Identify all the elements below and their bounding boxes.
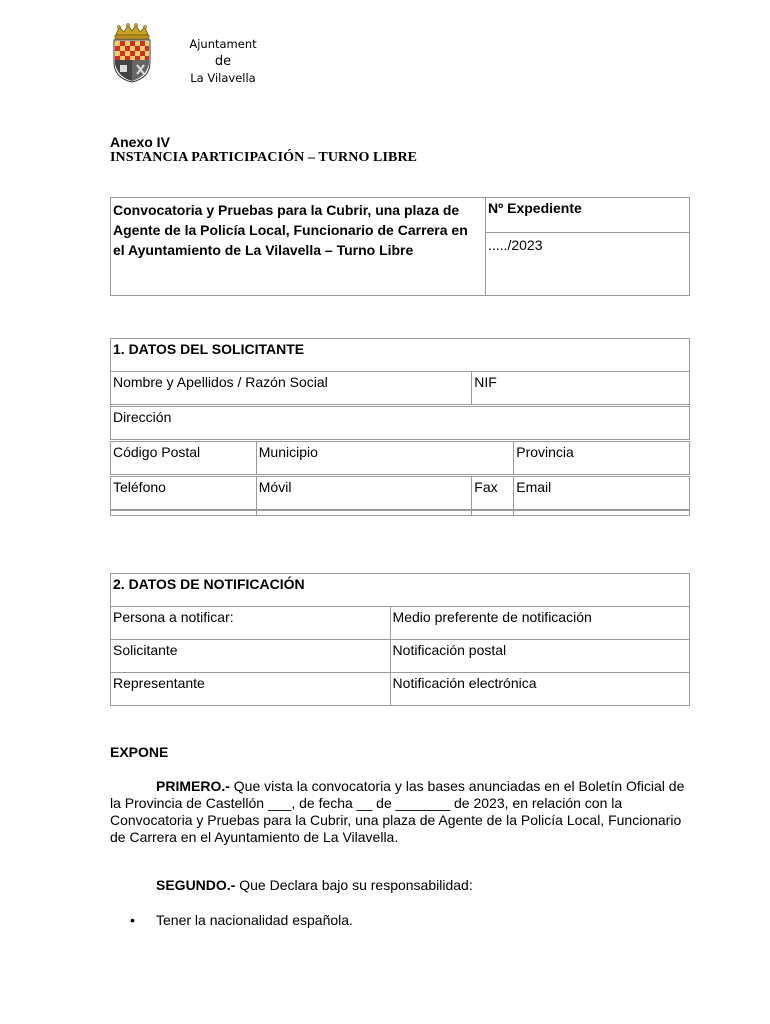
nif-field[interactable]: NIF <box>472 372 690 406</box>
primero-paragraph <box>110 778 690 846</box>
notificacion-heading: 2. DATOS DE NOTIFICACIÓN <box>111 574 690 607</box>
option-representante[interactable]: Representante <box>111 673 391 706</box>
movil-field[interactable]: Móvil <box>256 476 472 511</box>
primero-lead: PRIMERO.- <box>156 778 230 794</box>
convocatoria-description: Convocatoria y Pruebas para la Cubrir, una plaza de Agente de la Policía Local, Funcionario de Carrera en el Ayuntamiento de La Vilavella – Turno Libre <box>111 198 486 296</box>
option-notificacion-electronica[interactable]: Notificación electrónica <box>390 673 689 706</box>
primero-text: Que vista la convocatoria y las bases anunciadas en el Boletín Oficial de la Provincia de Castellón ___, de fecha __ de _______ de 2023, en relación con la Convocatoria y Pruebas para la Cubrir, una plaza de Agente de la Policía Local, Funcionario de Carrera en el Ayuntamiento de La Vilavella. <box>110 778 685 845</box>
expediente-value[interactable]: ...../2023 <box>486 233 690 296</box>
provincia-field[interactable]: Provincia <box>514 441 690 476</box>
nombre-field[interactable]: Nombre y Apellidos / Razón Social <box>111 372 472 406</box>
solicitante-table <box>110 338 690 516</box>
table-spacer-cell <box>514 510 690 516</box>
option-notificacion-postal[interactable]: Notificación postal <box>390 640 689 673</box>
solicitante-heading: 1. DATOS DEL SOLICITANTE <box>111 339 690 372</box>
telefono-field[interactable]: Teléfono <box>111 476 257 511</box>
persona-notificar-label: Persona a notificar: <box>111 607 391 640</box>
email-field[interactable]: Email <box>514 476 690 511</box>
segundo-lead: SEGUNDO.- <box>156 877 236 893</box>
table-spacer-cell <box>256 510 472 516</box>
expone-heading: EXPONE <box>110 744 169 760</box>
org-line-2: de <box>214 54 232 69</box>
bullet-marker: • <box>130 912 135 928</box>
annex-subtitle: INSTANCIA PARTICIPACIÓN – TURNO LIBRE <box>110 150 418 165</box>
table-spacer-cell <box>111 510 257 516</box>
segundo-text: Que Declara bajo su responsabilidad: <box>235 877 473 893</box>
option-solicitante[interactable]: Solicitante <box>111 640 391 673</box>
municipio-field[interactable]: Municipio <box>256 441 513 476</box>
segundo-paragraph <box>110 877 690 894</box>
medio-notificacion-label: Medio preferente de notificación <box>390 607 689 640</box>
org-line-1: Ajuntament <box>189 37 257 51</box>
annex-title: Anexo IV <box>110 134 170 150</box>
expediente-label: Nº Expediente <box>486 198 690 233</box>
fax-field[interactable]: Fax <box>472 476 514 511</box>
table-spacer-cell <box>472 510 514 516</box>
organization-name <box>180 36 266 87</box>
org-line-3: La Vilavella <box>190 71 256 85</box>
list-item <box>130 912 353 928</box>
codigo-postal-field[interactable]: Código Postal <box>111 441 257 476</box>
municipal-crest-icon <box>110 22 154 84</box>
list-item-text: Tener la nacionalidad española. <box>156 912 353 928</box>
notificacion-table <box>110 573 690 706</box>
direccion-field[interactable]: Dirección <box>111 406 690 441</box>
convocatoria-table <box>110 197 690 296</box>
